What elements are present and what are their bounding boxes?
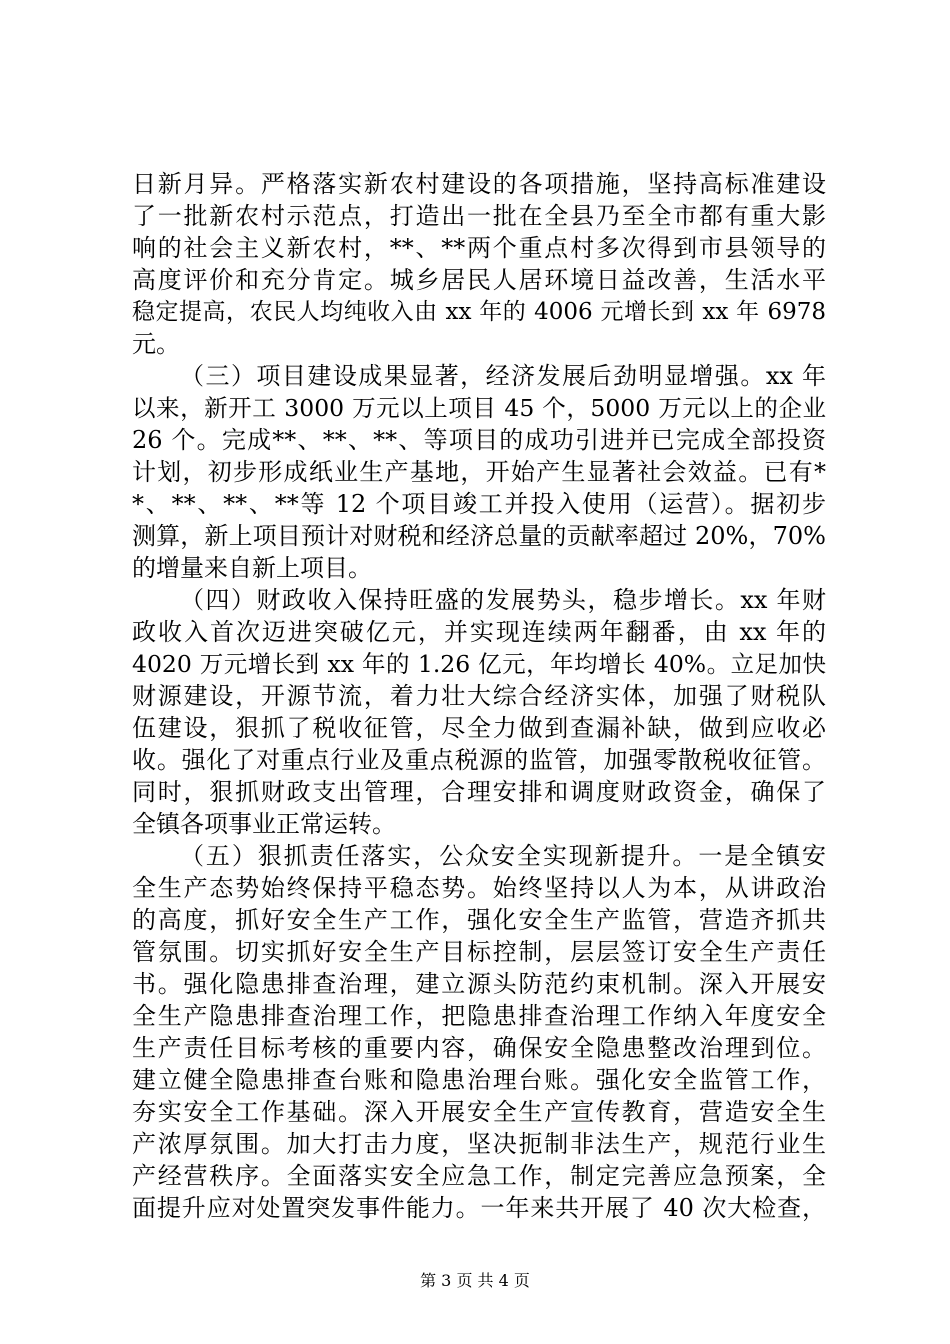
text-line: *、**、**、**等 12 个项目竣工并投入使用（运营）。据初步: [132, 490, 826, 518]
text-line: 稳定提高，农民人均纯收入由 xx 年的 4006 元增长到 xx 年 6978: [132, 299, 826, 325]
text-line: 4020 万元增长到 xx 年的 1.26 亿元，年均增长 40%。立足加快: [132, 650, 826, 678]
text-line: 管氛围。切实抓好安全生产目标控制，层层签订安全生产责任: [132, 938, 826, 966]
text-line: 产经营秩序。全面落实安全应急工作，制定完善应急预案，全: [132, 1162, 826, 1190]
text-line: 全生产隐患排查治理工作，把隐患排查治理工作纳入年度安全: [132, 1002, 826, 1030]
text-line: 收。强化了对重点行业及重点税源的监管，加强零散税收征管。: [132, 746, 826, 774]
text-line: 全生产态势始终保持平稳态势。始终坚持以人为本，从讲政治: [132, 874, 826, 902]
text-line: 26 个。完成**、**、**、等项目的成功引进并已完成全部投资: [132, 426, 826, 454]
text-line: 响的社会主义新农村，**、**两个重点村多次得到市县领导的: [132, 234, 826, 262]
text-line: 政收入首次迈进突破亿元，并实现连续两年翻番，由 xx 年的: [132, 618, 826, 646]
text-line: 同时，狠抓财政支出管理，合理安排和调度财政资金，确保了: [132, 778, 826, 806]
text-line: 了一批新农村示范点，打造出一批在全县乃至全市都有重大影: [132, 202, 826, 230]
text-line: （五）狠抓责任落实，公众安全实现新提升。一是全镇安: [180, 842, 826, 870]
page-footer: 第 3 页 共 4 页: [420, 1271, 530, 1290]
text-line: 面提升应对处置突发事件能力。一年来共开展了 40 次大检查，: [132, 1194, 826, 1222]
text-line: 财源建设，开源节流，着力壮大综合经济实体，加强了财税队: [132, 682, 826, 710]
text-line: 日新月异。严格落实新农村建设的各项措施，坚持高标准建设: [132, 170, 826, 198]
text-line: 生产责任目标考核的重要内容，确保安全隐患整改治理到位。: [132, 1034, 826, 1062]
text-line: 计划，初步形成纸业生产基地，开始产生显著社会效益。已有*: [132, 458, 826, 486]
text-line: 的增量来自新上项目。: [132, 554, 372, 582]
text-line: 全镇各项事业正常运转。: [132, 810, 396, 838]
text-line: （三）项目建设成果显著，经济发展后劲明显增强。xx 年: [180, 362, 826, 390]
text-line: 测算，新上项目预计对财税和经济总量的贡献率超过 20%，70%: [132, 522, 826, 550]
text-line: 书。强化隐患排查治理，建立源头防范约束机制。深入开展安: [132, 970, 826, 998]
text-line: 元。: [132, 330, 180, 358]
text-line: 产浓厚氛围。加大打击力度，坚决扼制非法生产，规范行业生: [132, 1130, 826, 1158]
text-line: 高度评价和充分肯定。城乡居民人居环境日益改善，生活水平: [132, 266, 826, 294]
text-line: 的高度，抓好安全生产工作，强化安全生产监管，营造齐抓共: [132, 906, 826, 934]
body-text: [132, 168, 826, 1224]
text-line: 夯实安全工作基础。深入开展安全生产宣传教育，营造安全生: [132, 1098, 826, 1126]
text-line: （四）财政收入保持旺盛的发展势头，稳步增长。xx 年财: [180, 586, 826, 614]
text-line: 建立健全隐患排查台账和隐患治理台账。强化安全监管工作，: [132, 1066, 826, 1094]
text-line: 以来，新开工 3000 万元以上项目 45 个，5000 万元以上的企业: [132, 394, 826, 422]
text-line: 伍建设，狠抓了税收征管，尽全力做到查漏补缺，做到应收必: [132, 714, 826, 742]
